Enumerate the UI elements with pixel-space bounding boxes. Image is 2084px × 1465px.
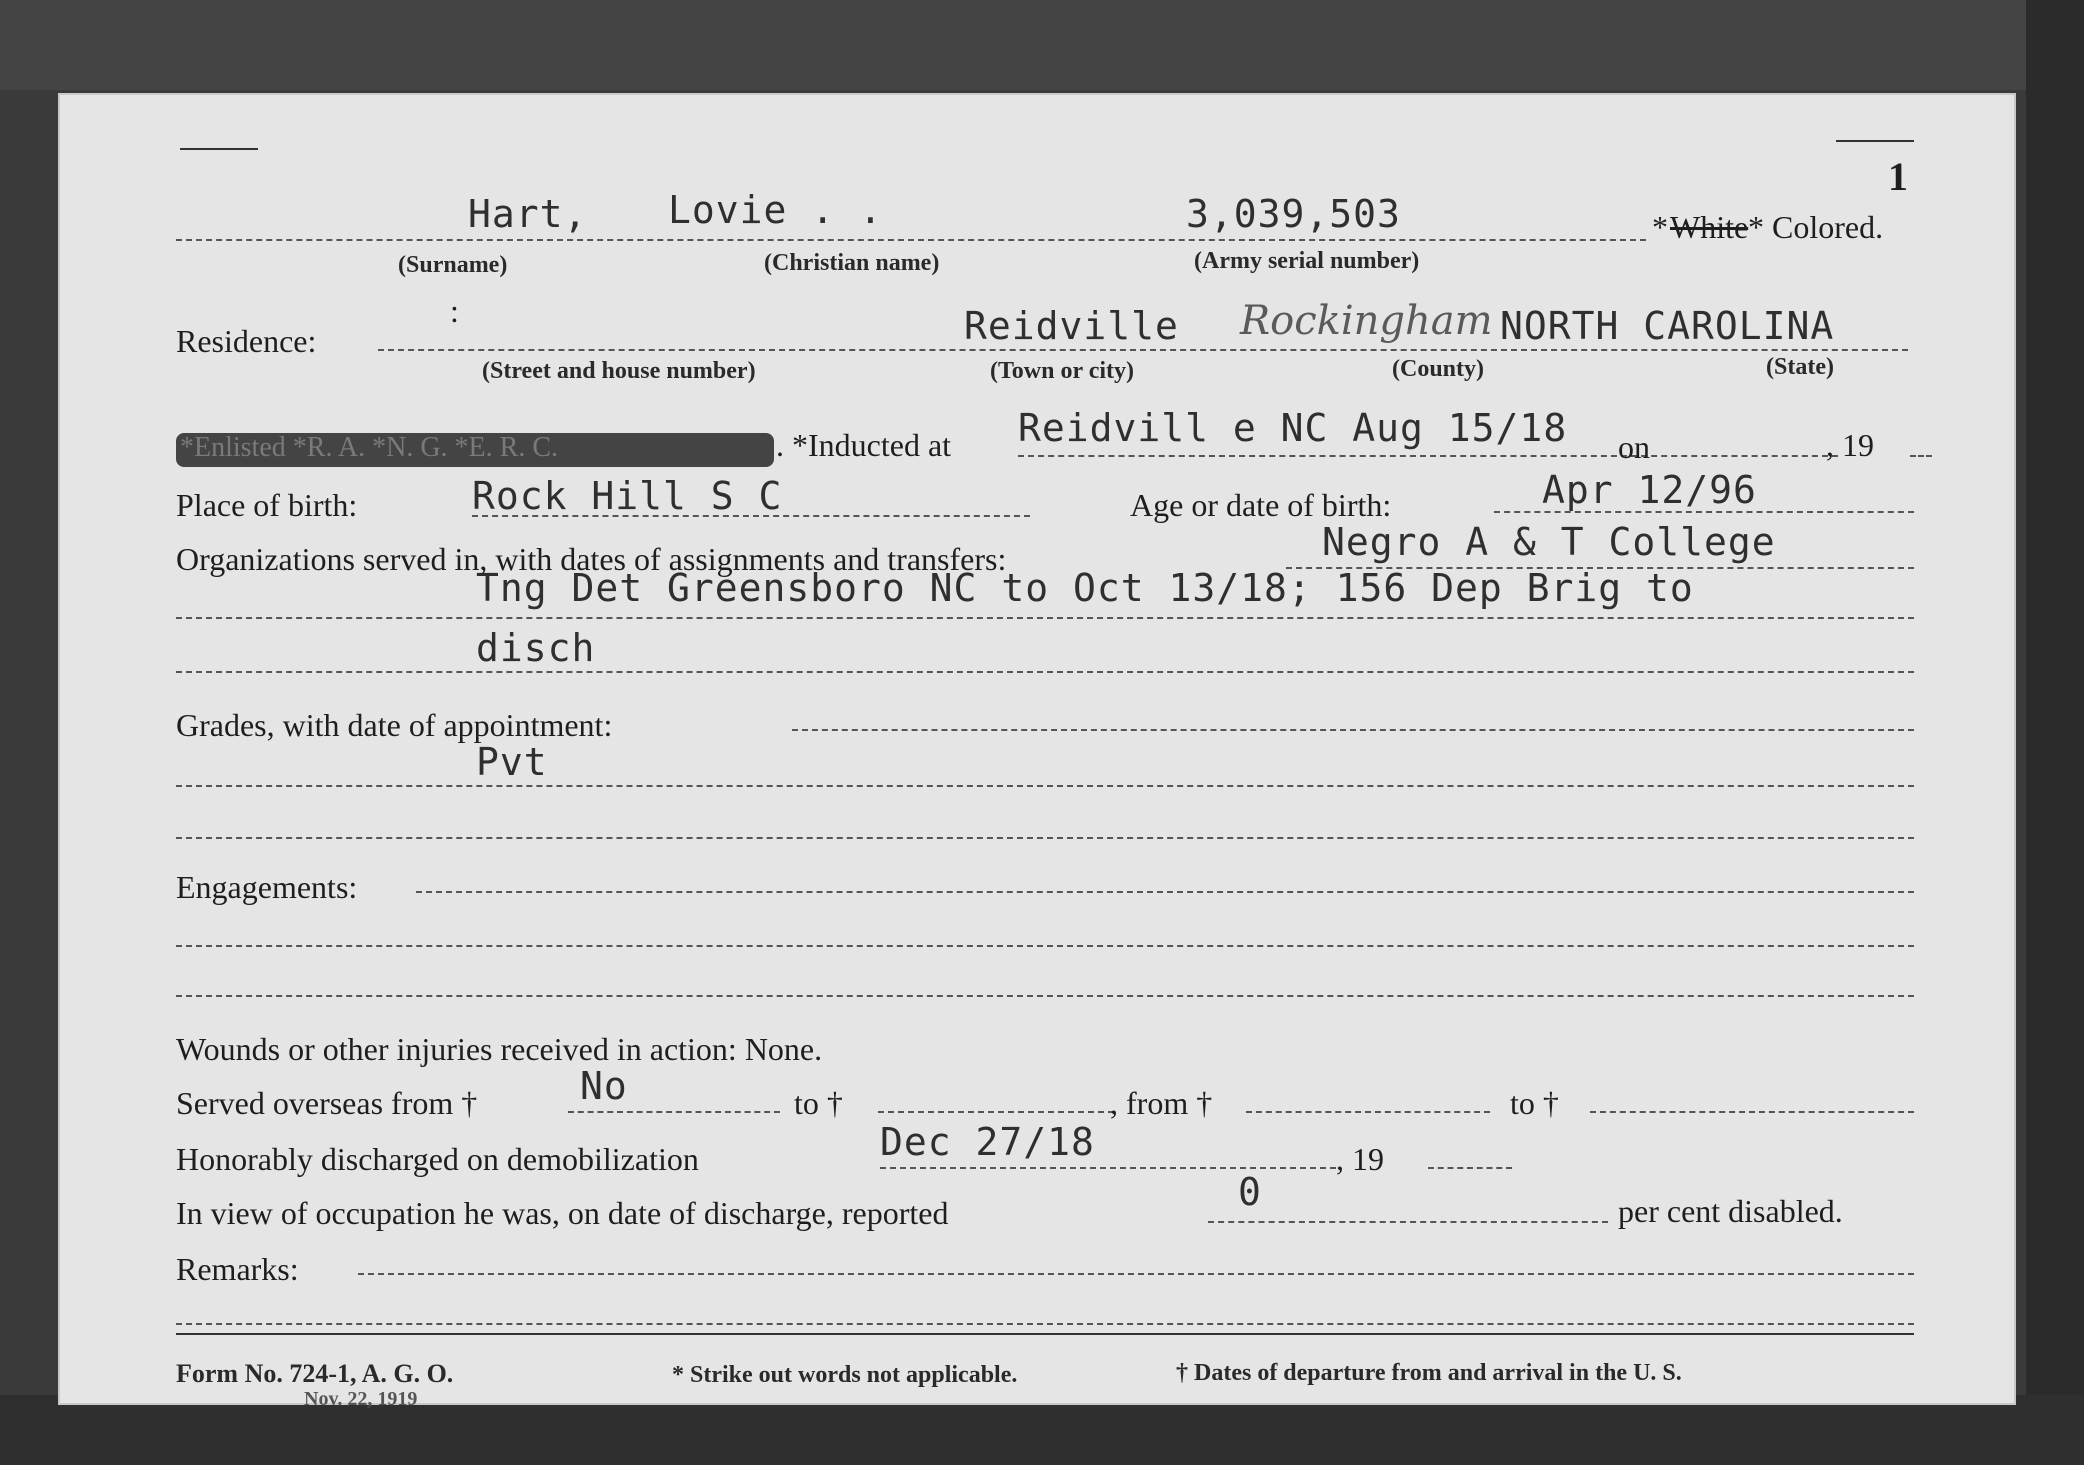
disability-suffix: per cent disabled.	[1618, 1193, 1843, 1229]
top-right-mark	[1836, 140, 1914, 142]
organizations-line2: Tng Det Greensboro NC to Oct 13/18; 156 Dep Brig to	[476, 566, 1694, 610]
discharge-year-line	[1428, 1167, 1512, 1169]
organizations-line-rule2	[176, 617, 1914, 619]
grades-line-rule1	[792, 729, 1914, 731]
overseas-from2-line	[1246, 1111, 1490, 1113]
grades-line-rule3	[176, 837, 1914, 839]
organizations-line3: disch	[476, 626, 596, 670]
county-caption: (County)	[1392, 356, 1485, 382]
remarks-line-rule1	[358, 1273, 1914, 1275]
organizations-label: Organizations served in, with dates of assignments and transfers:	[176, 541, 1007, 577]
disability-value: 0	[1238, 1170, 1262, 1214]
race-colored: * Colored.	[1748, 209, 1884, 245]
residence-street: :	[450, 293, 459, 329]
overseas-to1-label: to †	[794, 1085, 843, 1121]
grades-label: Grades, with date of appointment:	[176, 707, 613, 743]
surname-caption: (Surname)	[398, 252, 508, 278]
state-caption: (State)	[1766, 354, 1834, 380]
grades-value: Pvt	[476, 740, 548, 784]
overseas-to2-label: to †	[1510, 1085, 1559, 1121]
engagements-line-rule1	[416, 891, 1914, 893]
organizations-line1: Negro A & T College	[1322, 520, 1776, 564]
street-caption: (Street and house number)	[482, 358, 756, 384]
place-of-birth-line	[472, 515, 1030, 517]
race-white: White	[1670, 209, 1749, 245]
discharge-line	[880, 1167, 1336, 1169]
residence-label: Residence:	[176, 323, 317, 359]
age-value: Apr 12/96	[1542, 468, 1757, 512]
age-line	[1494, 511, 1914, 513]
residence-town: Reidville	[964, 304, 1179, 348]
place-of-birth-label: Place of birth:	[176, 487, 358, 523]
christian-name-value: Lovie . .	[668, 188, 883, 232]
top-left-mark	[180, 148, 258, 150]
engagements-line-rule3	[176, 995, 1914, 997]
inducted-label: . *Inducted at	[776, 427, 952, 463]
residence-line	[378, 349, 1908, 351]
overseas-from-line	[568, 1111, 780, 1113]
footer-note-strike: * Strike out words not applicable.	[672, 1362, 1018, 1388]
card-number: 1	[1888, 154, 1908, 199]
discharge-value: Dec 27/18	[880, 1120, 1095, 1164]
discharge-year-label: , 19	[1336, 1141, 1384, 1177]
on-label: on	[1618, 429, 1650, 465]
engagements-line-rule2	[176, 945, 1914, 947]
discharge-label: Honorably discharged on demobilization	[176, 1141, 699, 1177]
surname-value: Hart,	[468, 192, 588, 236]
residence-county: Rockingham	[1240, 298, 1493, 344]
inducted-value: Reidvill e NC Aug 15/18	[1018, 406, 1568, 450]
residence-state: NORTH CAROLINA	[1500, 304, 1835, 348]
wounds-label: Wounds or other injuries received in action: None.	[176, 1031, 823, 1067]
name-line	[176, 239, 1646, 241]
year-label-induction: , 19	[1826, 427, 1874, 463]
overseas-to2-line	[1590, 1111, 1914, 1113]
remarks-label: Remarks:	[176, 1251, 299, 1287]
christian-caption: (Christian name)	[764, 250, 940, 276]
overseas-to1-line	[878, 1111, 1114, 1113]
enlisted-struck-text: *Enlisted *R. A. *N. G. *E. R. C.	[180, 432, 559, 463]
place-of-birth-value: Rock Hill S C	[472, 474, 783, 518]
remarks-line-rule2	[176, 1323, 1914, 1325]
organizations-line-rule3	[176, 671, 1914, 673]
footer-note-dates: † Dates of departure from and arrival in the U. S.	[1176, 1360, 1682, 1386]
race-star: *	[1652, 209, 1668, 245]
footer-divider	[176, 1333, 1914, 1335]
disability-line	[1208, 1221, 1608, 1223]
age-label: Age or date of birth:	[1130, 487, 1392, 523]
overseas-label: Served overseas from †	[176, 1085, 478, 1121]
year-line-induction	[1910, 455, 1932, 457]
background-right	[2026, 0, 2084, 1465]
inducted-line	[1018, 455, 1838, 457]
engagements-label: Engagements:	[176, 869, 358, 905]
town-caption: (Town or city)	[990, 358, 1134, 384]
overseas-from2-label: , from †	[1110, 1085, 1213, 1121]
form-date: Nov. 22, 1919	[304, 1388, 418, 1410]
form-number: Form No. 724-1, A. G. O.	[176, 1359, 454, 1388]
disability-label: In view of occupation he was, on date of discharge, reported	[176, 1195, 949, 1231]
overseas-from-value: No	[580, 1064, 628, 1108]
serial-caption: (Army serial number)	[1194, 248, 1420, 274]
background-top	[0, 0, 2084, 90]
serial-number-value: 3,039,503	[1186, 192, 1401, 236]
service-record-card	[58, 93, 2016, 1410]
grades-line-rule2	[176, 785, 1914, 787]
